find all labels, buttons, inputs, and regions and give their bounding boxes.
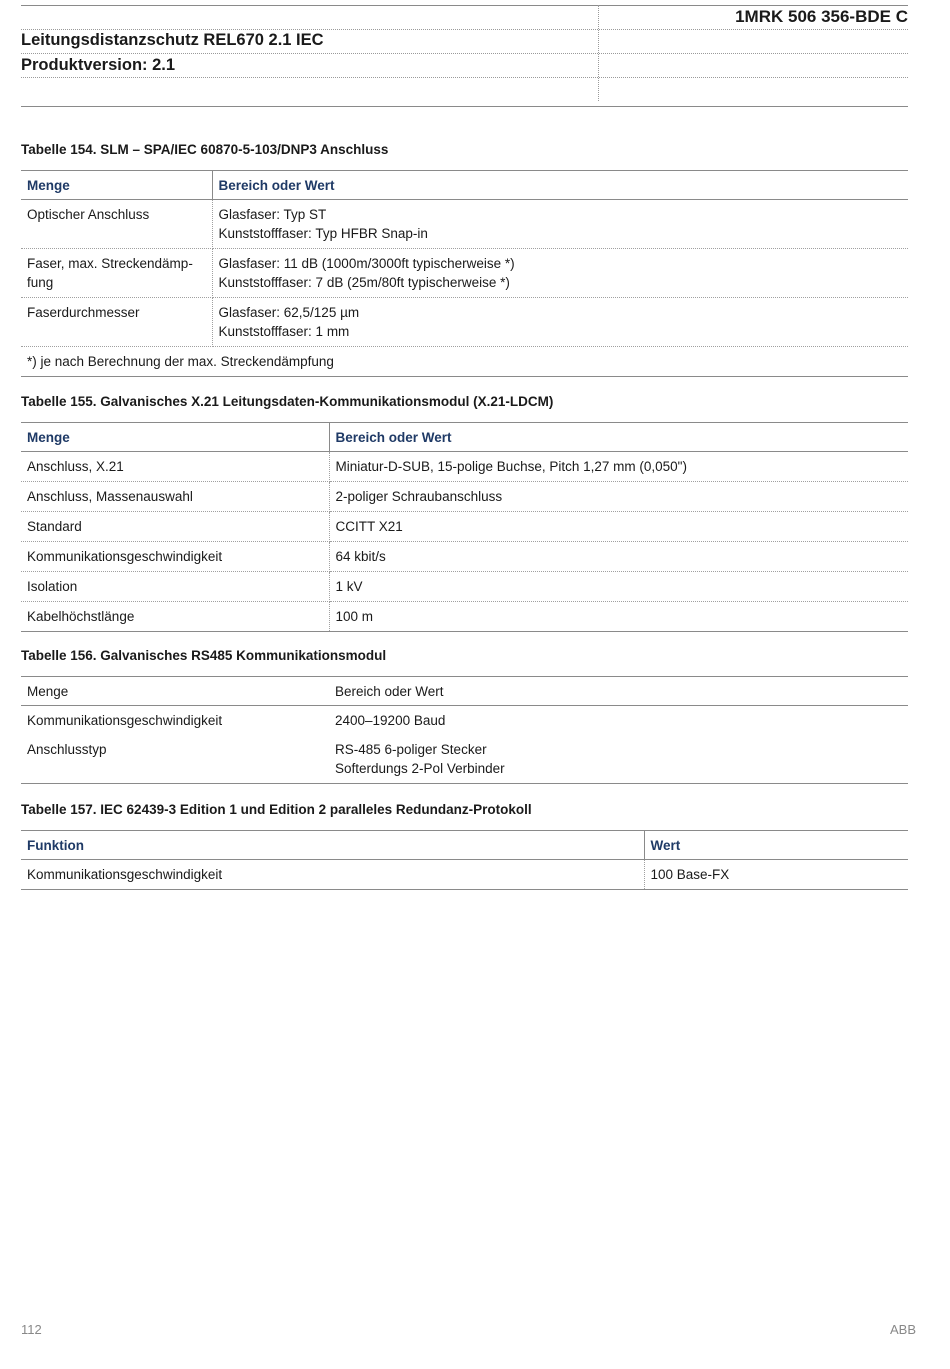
table-row: Kommunikationsgeschwindigkeit 100 Base-FX	[21, 860, 908, 890]
table-footnote-row	[21, 347, 908, 377]
page-number: 112	[21, 1322, 42, 1337]
table-157	[21, 830, 908, 890]
table-row: Optischer Anschluss Glasfaser: Typ ST Kunststofffaser: Typ HFBR Snap-in	[21, 200, 908, 249]
table-row: Kommunikationsgeschwindigkeit 64 kbit/s	[21, 542, 908, 572]
table-154	[21, 170, 908, 377]
column-header: Funktion	[21, 831, 644, 860]
table-row: Faserdurchmesser Glasfaser: 62,5/125 µm Kunststofffaser: 1 mm	[21, 298, 908, 347]
page-header	[21, 5, 908, 107]
product-version: Produktversion: 2.1	[21, 56, 176, 74]
table-155-caption: Tabelle 155. Galvanisches X.21 Leitungsdaten-Kommunikationsmodul (X.21-LDCM)	[21, 394, 554, 409]
table-156	[21, 676, 908, 784]
table-155	[21, 422, 908, 632]
column-header: Bereich oder Wert	[329, 423, 908, 452]
brand-label: ABB	[889, 1322, 916, 1337]
table-row: Isolation 1 kV	[21, 572, 908, 602]
table-row: Anschluss, Massenauswahl 2-poliger Schraubanschluss	[21, 482, 908, 512]
table-footnote: *) je nach Berechnung der max. Streckendämpfung	[21, 347, 908, 377]
column-header: Menge	[21, 423, 329, 452]
table-row: Kommunikationsgeschwindigkeit 2400–19200 Baud	[27, 713, 446, 728]
table-156-caption: Tabelle 156. Galvanisches RS485 Kommunikationsmodul	[21, 648, 387, 663]
table-154-caption: Tabelle 154. SLM – SPA/IEC 60870-5-103/DNP3 Anschluss	[21, 142, 389, 157]
column-header: Wert	[644, 831, 908, 860]
column-header: Bereich oder Wert	[329, 677, 908, 706]
table-row: Anschlusstyp RS-485 6-poliger Stecker Softerdungs 2-Pol Verbinder	[21, 735, 908, 784]
table-157-caption: Tabelle 157. IEC 62439-3 Edition 1 und Edition 2 paralleles Redundanz-Protokoll	[21, 802, 532, 817]
column-header: Menge	[21, 171, 212, 200]
table-row: Kabelhöchstlänge 100 m	[21, 602, 908, 632]
table-row: Standard CCITT X21	[21, 512, 908, 542]
column-header: Menge	[21, 677, 329, 706]
table-row: Faser, max. Streckendämp- fung Glasfaser: 11 dB (1000m/3000ft typischerweise *) Kunststofffaser: 7 dB (25m/80ft typischerweise *)	[21, 249, 908, 298]
column-header: Bereich oder Wert	[212, 171, 908, 200]
document-number: 1MRK 506 356-BDE C	[735, 7, 908, 26]
table-row: Anschluss, X.21 Miniatur-D-SUB, 15-polige Buchse, Pitch 1,27 mm (0,050")	[21, 452, 908, 482]
document-title: Leitungsdistanzschutz REL670 2.1 IEC	[21, 31, 324, 49]
